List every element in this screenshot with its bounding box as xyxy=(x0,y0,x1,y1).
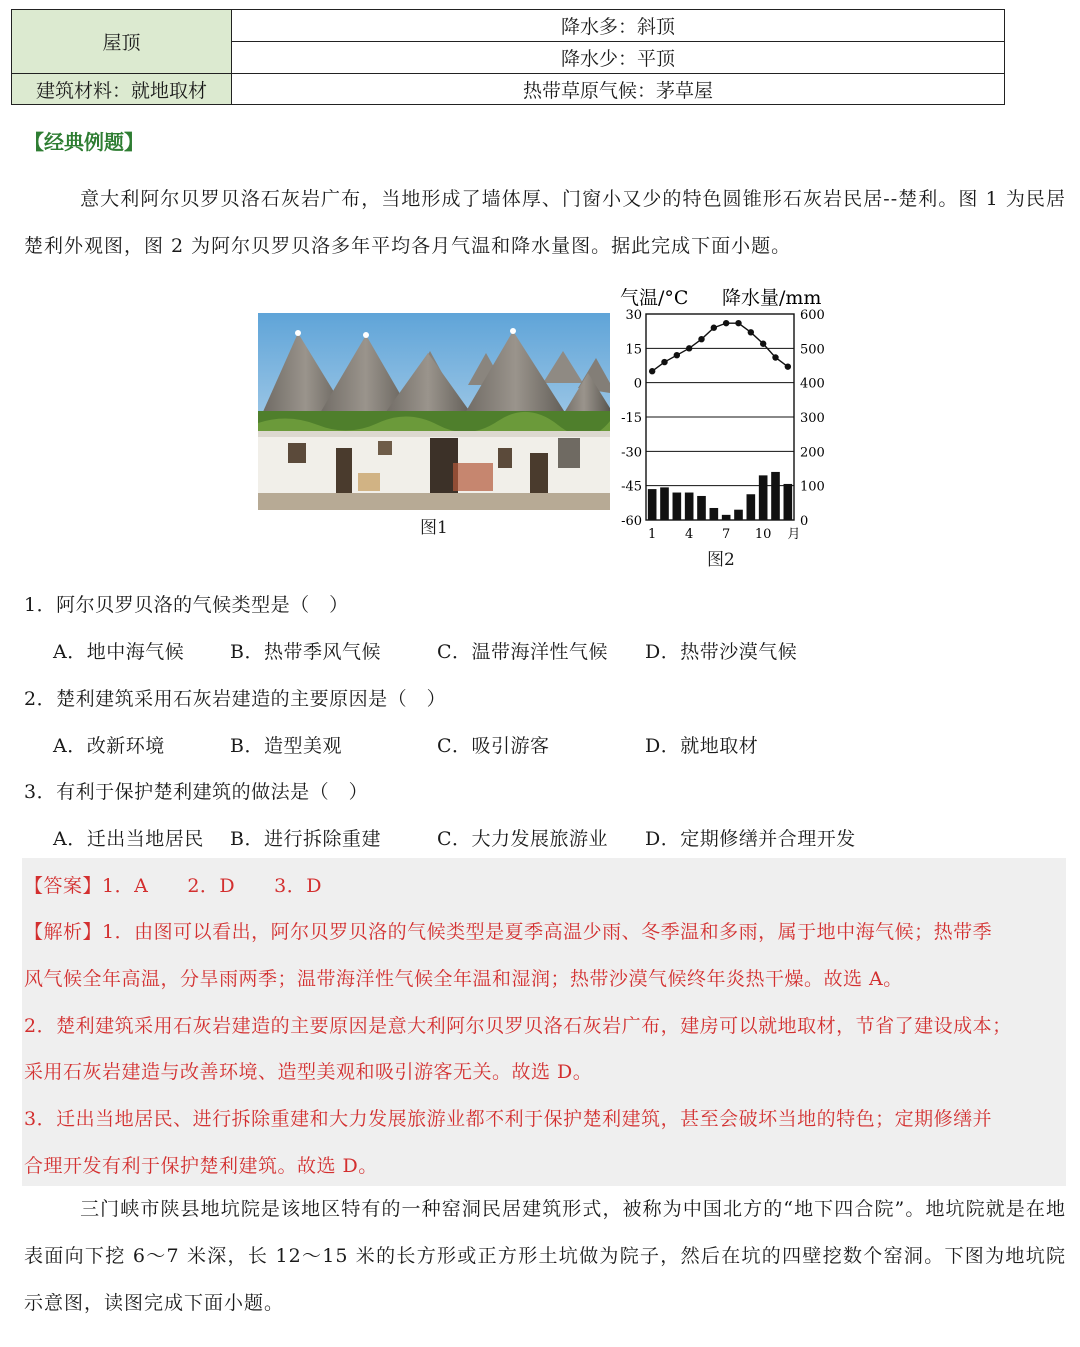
answer-text: 1．A 2．D 3．D xyxy=(102,875,322,897)
precip-bar xyxy=(648,489,657,520)
figure2-caption: 图2 xyxy=(707,550,735,570)
y-right-tick-label: 600 xyxy=(800,308,825,323)
y-right-tick-label: 200 xyxy=(800,445,825,461)
temperature-point xyxy=(760,341,766,347)
q1-option-a[interactable]: A．地中海气候 xyxy=(53,641,185,663)
precip-bar xyxy=(685,493,694,520)
analysis-tag: 【解析】 xyxy=(24,921,103,943)
trulli-photo xyxy=(258,313,610,510)
q3-option-c[interactable]: C．大力发展旅游业 xyxy=(437,828,609,850)
y-right-tick-label: 500 xyxy=(800,342,825,358)
q2-option-d[interactable]: D．就地取材 xyxy=(645,735,759,757)
y-left-tick-label: -45 xyxy=(621,479,642,495)
intro-paragraph xyxy=(24,176,1066,270)
q2-option-c[interactable]: C．吸引游客 xyxy=(437,735,550,757)
roof-rain-more-cell: 降水多：斜顶 xyxy=(232,10,1005,42)
precip-bar xyxy=(673,493,682,520)
temperature-line xyxy=(652,323,788,371)
q3-option-d[interactable]: D．定期修缮并合理开发 xyxy=(645,828,856,850)
question-2-stem: 2．楚利建筑采用石灰岩建造的主要原因是（ ） xyxy=(24,688,447,710)
figure1-caption: 图1 xyxy=(420,518,448,538)
x-tick-label: 4 xyxy=(685,527,694,542)
trulli-illustration xyxy=(258,313,610,510)
next-intro-paragraph xyxy=(24,1186,1066,1327)
q2-option-b[interactable]: B．造型美观 xyxy=(230,735,342,757)
y-left-tick-label: 15 xyxy=(625,342,642,358)
precip-bar xyxy=(660,487,669,520)
x-tick-label: 10 xyxy=(754,527,772,542)
y-right-tick-label: 100 xyxy=(800,479,825,495)
precip-bar xyxy=(784,484,793,520)
temperature-point xyxy=(674,352,680,358)
next-intro-text: 三门峡市陕县地坑院是该地区特有的一种窑洞民居建筑形式，被称为中国北方的“地下四合院”。地坑院就是在地表面向下挖 6～7 米深，长 12～15 米的长方形或正方形土坑做为院子，然后在坑的四壁挖数个窑洞。下图为地坑院示意图，读图完成下面小题。 xyxy=(24,1198,1066,1314)
temperature-point xyxy=(723,320,729,326)
x-tick-label: 7 xyxy=(722,527,731,542)
y-left-tick-label: -15 xyxy=(621,411,642,426)
analysis-line-6: 合理开发有利于保护楚利建筑。故选 D。 xyxy=(24,1155,378,1177)
analysis-text-1: 1．由图可以看出，阿尔贝罗贝洛的气候类型是夏季高温少雨、冬季温和多雨，属于地中海气候；热带季 xyxy=(102,921,993,943)
question-1-stem: 1．阿尔贝罗贝洛的气候类型是（ ） xyxy=(24,594,349,616)
roof-rain-less-cell: 降水少：平顶 xyxy=(232,42,1005,74)
precip-bar xyxy=(747,494,756,520)
q1-option-c[interactable]: C．温带海洋性气候 xyxy=(437,641,609,663)
precip-bar xyxy=(759,475,768,520)
y-right-tick-label: 0 xyxy=(800,514,809,529)
summary-table xyxy=(11,9,1005,105)
question-3-stem: 3．有利于保护楚利建筑的做法是（ ） xyxy=(24,781,369,803)
climate-chart xyxy=(612,282,842,572)
y-left-tick-label: 30 xyxy=(625,308,642,323)
precip-bar xyxy=(722,515,731,520)
material-label-cell: 建筑材料：就地取材 xyxy=(12,74,232,105)
analysis-line-2: 风气候全年高温，分旱雨两季；温带海洋性气候全年温和湿润；热带沙漠气候终年炎热干燥。故选 A。 xyxy=(24,968,903,990)
y-right-tick-label: 300 xyxy=(800,411,825,426)
temperature-point xyxy=(686,345,692,351)
temperature-point xyxy=(748,329,754,335)
x-tick-label: 1 xyxy=(648,527,657,542)
temperature-point xyxy=(735,320,741,326)
y-left-tick-label: -30 xyxy=(621,445,642,461)
intro-text: 意大利阿尔贝罗贝洛石灰岩广布，当地形成了墙体厚、门窗小又少的特色圆锥形石灰岩民居--楚利。图 1 为民居楚利外观图，图 2 为阿尔贝罗贝洛多年平均各月气温和降水量图。据此完成下面小题。 xyxy=(24,188,1066,257)
temperature-point xyxy=(698,336,704,342)
temperature-point xyxy=(649,368,655,374)
precip-bar xyxy=(697,496,706,520)
q1-option-b[interactable]: B．热带季风气候 xyxy=(230,641,381,663)
y-left-axis-label: 气温/°C xyxy=(620,287,689,309)
q3-option-b[interactable]: B．进行拆除重建 xyxy=(230,828,381,850)
precip-bar xyxy=(734,510,743,520)
y-left-tick-label: -60 xyxy=(621,514,642,529)
roof-label-cell: 屋顶 xyxy=(12,10,232,74)
answer-line xyxy=(24,871,322,898)
answer-tag: 【答案】 xyxy=(24,875,103,897)
temperature-point xyxy=(711,325,717,331)
section-title: 【经典例题】 xyxy=(24,130,144,154)
analysis-line-4: 采用石灰岩建造与改善环境、造型美观和吸引游客无关。故选 D。 xyxy=(24,1061,593,1083)
y-right-tick-label: 400 xyxy=(800,376,825,392)
q1-option-d[interactable]: D．热带沙漠气候 xyxy=(645,641,798,663)
precip-bar xyxy=(771,472,780,520)
temperature-point xyxy=(772,354,778,360)
temperature-point xyxy=(661,359,667,365)
y-right-axis-label: 降水量/mm xyxy=(722,287,822,309)
q2-option-a[interactable]: A．改新环境 xyxy=(53,735,165,757)
q3-option-a[interactable]: A．迁出当地居民 xyxy=(53,828,204,850)
x-unit-label: 月 xyxy=(787,527,801,542)
y-left-tick-label: 0 xyxy=(633,376,642,392)
precip-bar xyxy=(710,508,719,520)
analysis-line-5: 3．迁出当地居民、进行拆除重建和大力发展旅游业都不利于保护楚利建筑，甚至会破坏当地的特色；定期修缮并 xyxy=(24,1108,993,1130)
temperature-point xyxy=(785,363,791,369)
analysis-line-3: 2．楚利建筑采用石灰岩建造的主要原因是意大利阿尔贝罗贝洛石灰岩广布，建房可以就地取材，节省了建设成本； xyxy=(24,1015,1012,1037)
analysis-line-1 xyxy=(24,917,992,944)
material-value-cell: 热带草原气候：茅草屋 xyxy=(232,74,1005,105)
